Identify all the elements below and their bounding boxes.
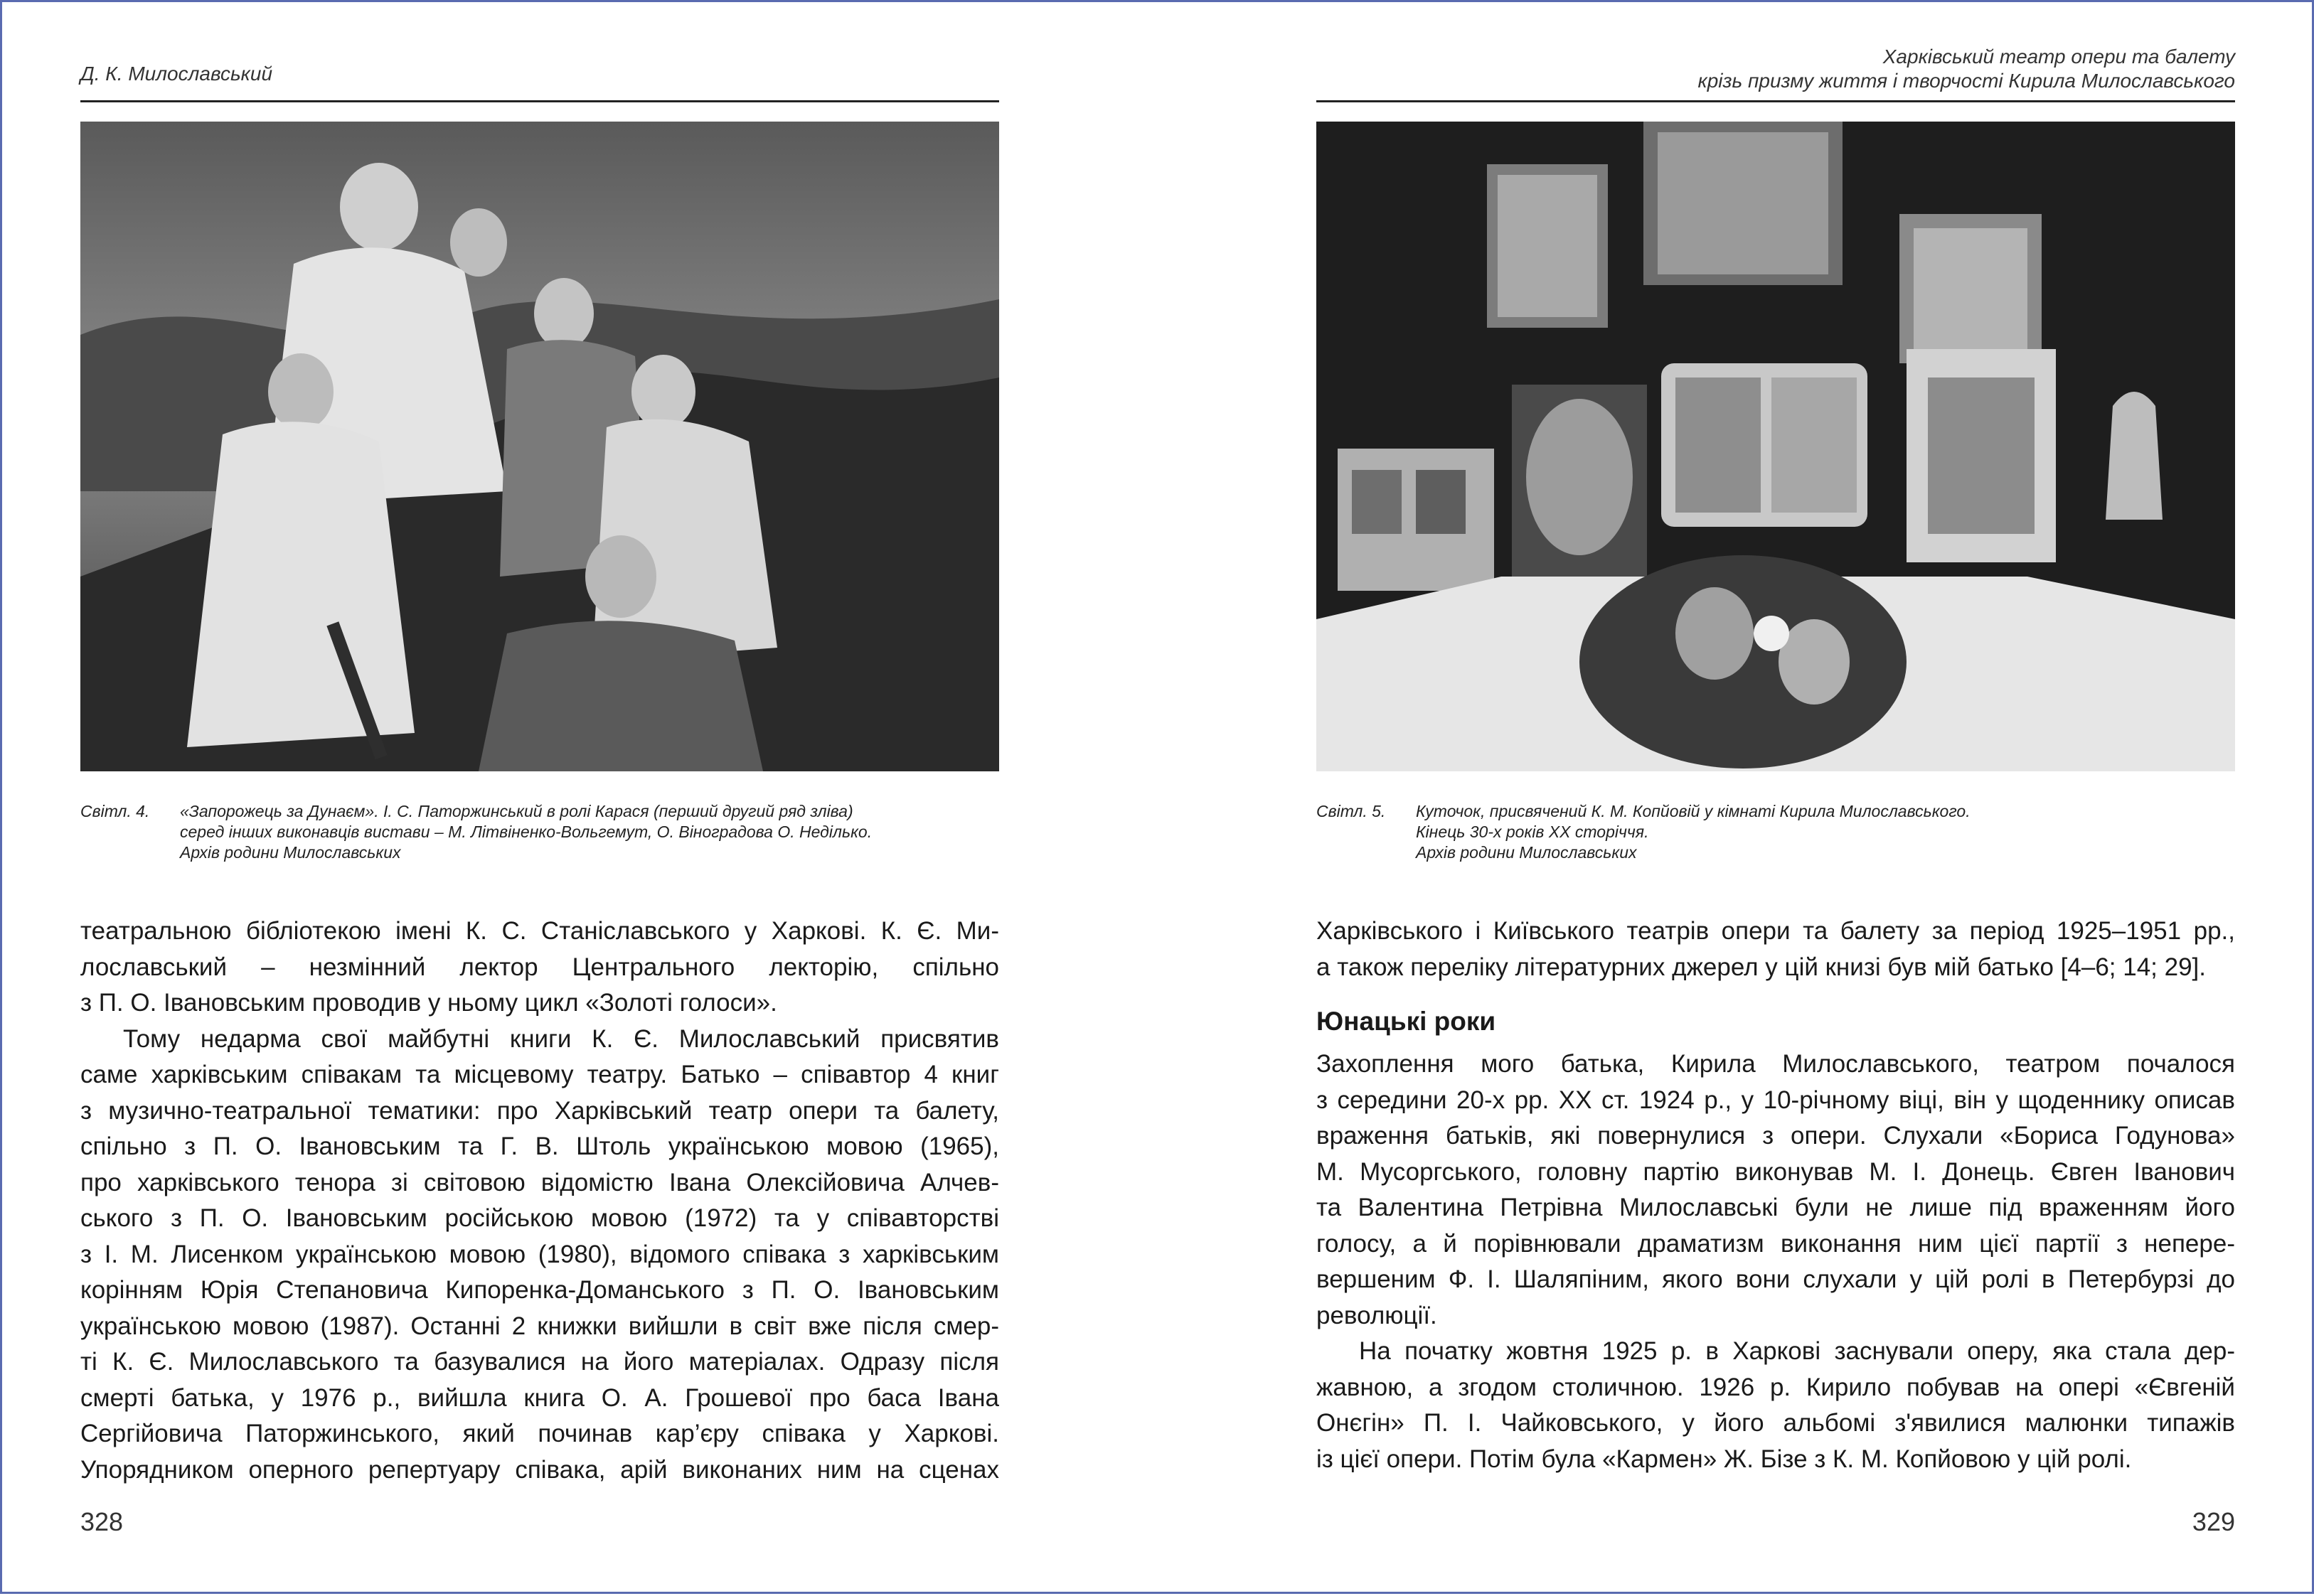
caption-line: Архів родини Милославських xyxy=(1416,843,1637,862)
running-head-left: Д. К. Милославський xyxy=(80,63,273,85)
text-line: та Валентина Петрівна Милославські були не лише під враженням його xyxy=(1316,1194,2235,1221)
running-head-line: крізь призму життя і творчості Кирила Милославського xyxy=(1697,70,2235,92)
text-line: голосу, а й порівнювали драматизм виконання ним цієї партії з непере- xyxy=(1316,1229,2235,1258)
text-line: з середини 20-х рр. XX ст. 1924 р., у 10-річному віці, він у щоденнику описав xyxy=(1316,1086,2235,1114)
caption-line: «Запорожець за Дунаєм». І. С. Паторжинський в ролі Карася (перший другий ряд зліва) xyxy=(180,802,853,820)
text-line: Онєгін» П. І. Чайковського, у його альбомі з'явилися малюнки типажів xyxy=(1316,1409,2235,1437)
body-text-right xyxy=(1316,914,2235,1477)
text-line: революції. xyxy=(1316,1301,1437,1329)
running-head-right xyxy=(1316,45,2235,93)
text-line: Харківського і Київського театрів опери та балету за період 1925–1951 рр., xyxy=(1316,917,2235,945)
page-number-left: 328 xyxy=(80,1507,124,1536)
caption-label: Світл. 5. xyxy=(1316,802,1386,820)
caption-line: Архів родини Милославських xyxy=(180,843,401,862)
text-line: смерті батька, у 1976 р., вийшла книга О. А. Грошевої про баса Івана xyxy=(80,1383,999,1412)
photo-opera-cast xyxy=(80,122,999,771)
text-line: спільно з П. О. Івановським та Г. В. Штоль українською мовою (1965), xyxy=(80,1132,999,1160)
caption-label: Світл. 4. xyxy=(80,802,150,820)
text-line: українською мовою (1987). Останні 2 книжки вийшли в світ вже після смер- xyxy=(80,1312,999,1340)
text-line: саме харківським співакам та місцевому театру. Батько – співавтор 4 книг xyxy=(80,1061,999,1088)
text-line: На початку жовтня 1925 р. в Харкові заснували оперу, яка стала дер- xyxy=(1359,1337,2235,1365)
text-line: М. Мусоргського, головну партію виконував М. І. Донець. Євген Іванович xyxy=(1316,1157,2235,1186)
running-head-line: Харківський театр опери та балету xyxy=(1882,45,2235,68)
text-line: із цієї опери. Потім була «Кармен» Ж. Бізе з К. М. Копйовою у цій ролі. xyxy=(1316,1445,2132,1473)
caption-text xyxy=(1416,801,2235,863)
header-rule-right xyxy=(1316,100,2235,102)
body-text-left xyxy=(80,914,999,1488)
header-rule-left xyxy=(80,100,999,102)
text-line: Захоплення мого батька, Кирила Милославського, театром почалося xyxy=(1316,1050,2235,1078)
text-line: Сергійовича Паторжинського, який починав кар’єру співака у Харкові. xyxy=(80,1420,999,1447)
text-line: вершеним Ф. І. Шаляпіним, якого вони слухали у цій ролі в Петербурзі до xyxy=(1316,1265,2235,1293)
text-line: Упорядником оперного репертуару співака, арій виконаних ним на сценах xyxy=(80,1455,999,1484)
text-line: враження батьків, які повернулися з опери. Слухали «Бориса Годунова» xyxy=(1316,1122,2235,1150)
photo-memorial-corner xyxy=(1316,122,2235,771)
text-line: з І. М. Лисенком українською мовою (1980), відомого співака з харківським xyxy=(80,1240,999,1268)
text-line: лославський – незмінний лектор Центрального лекторію, спільно xyxy=(80,953,999,981)
text-line: з П. О. Івановським проводив у ньому цикл «Золоті голоси». xyxy=(80,989,777,1017)
text-line: а також переліку літературних джерел у цій книзі був мій батько [4–6; 14; 29]. xyxy=(1316,953,2206,981)
text-line: корінням Юрія Степановича Кипоренка-Доманського з П. О. Івановським xyxy=(80,1276,999,1304)
left-page xyxy=(80,2,999,1596)
caption-line: Кінець 30-х років XX сторіччя. xyxy=(1416,823,1649,841)
text-line: ського з П. О. Івановським російською мовою (1972) та у співавторстві xyxy=(80,1204,999,1232)
caption-line: Куточок, присвячений К. М. Копйовій у кімнаті Кирила Милославського. xyxy=(1416,802,1971,820)
text-line: про харківського тенора зі світовою відомістю Івана Олексійовича Алчев- xyxy=(80,1168,999,1196)
text-line: ті К. Є. Милославського та базувалися на його матеріалах. Одразу після xyxy=(80,1348,999,1376)
text-line: з музично-театральної тематики: про Харківський театр опери та балету, xyxy=(80,1096,999,1125)
text-line: Тому недарма свої майбутні книги К. Є. Милославський присвятив xyxy=(123,1024,999,1053)
caption-line: серед інших виконавців вистави – М. Літвіненко-Вольгемут, О. Віноградова О. Неділько. xyxy=(180,823,873,841)
section-title: Юнацькі роки xyxy=(1316,1007,1496,1036)
page-number-right: 329 xyxy=(2192,1507,2235,1536)
text-line: жавною, а згодом столичною. 1926 р. Кирило побував на опері «Євгеній xyxy=(1316,1373,2235,1401)
right-page xyxy=(1316,2,2235,1596)
caption-text xyxy=(180,801,999,863)
text-line: театральною бібліотекою імені К. С. Станіславського у Харкові. К. Є. Ми- xyxy=(80,917,999,945)
